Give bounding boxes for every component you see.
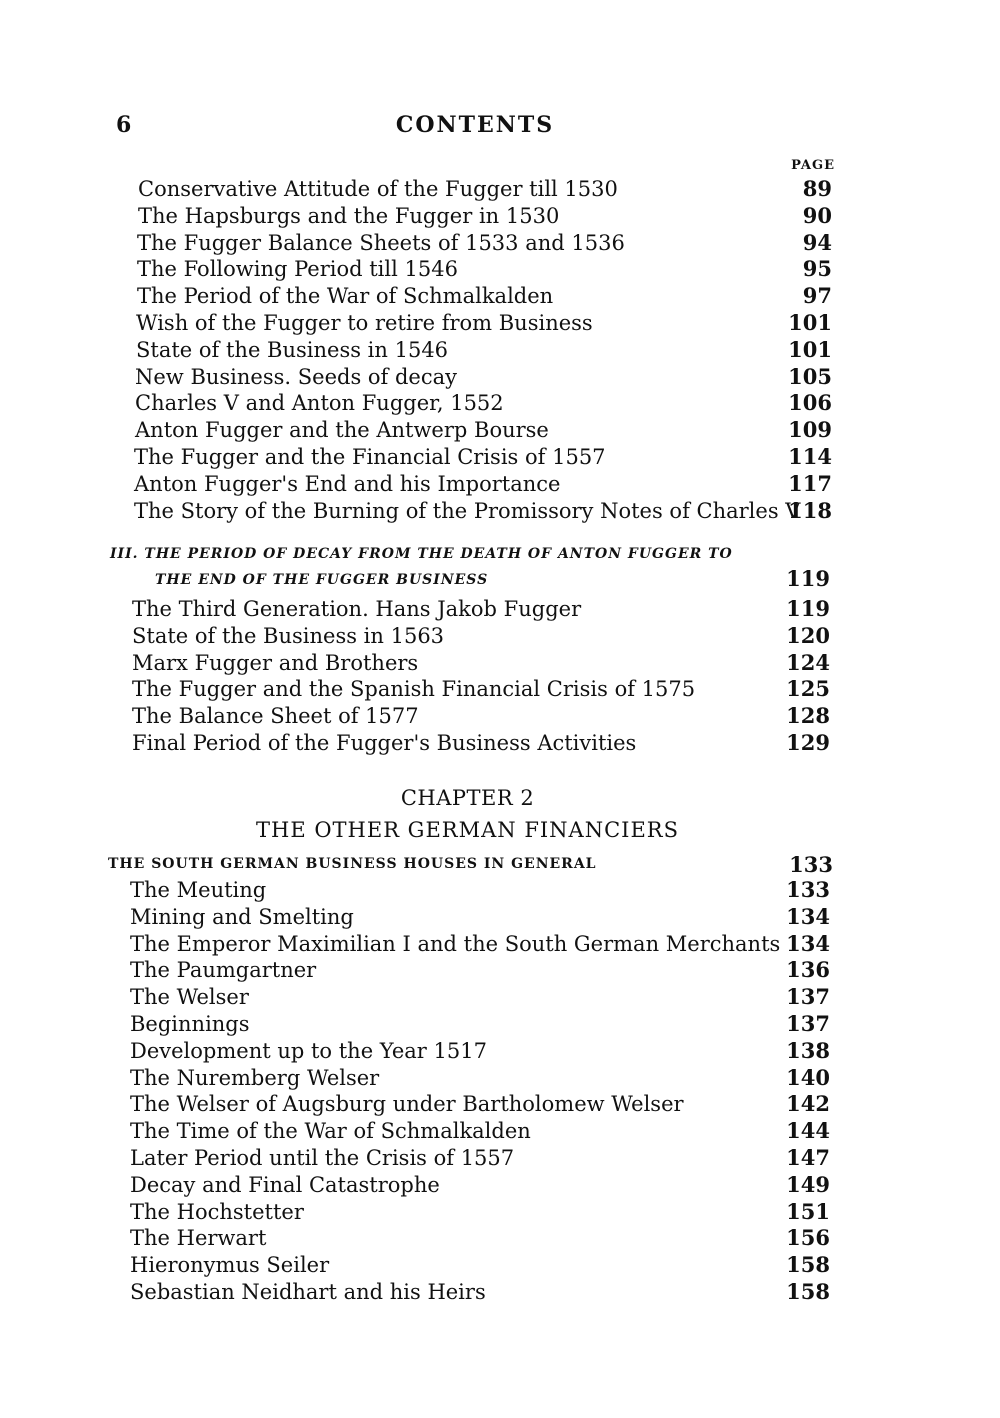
toc-entry-page: 120 [786,622,830,648]
toc-entry[interactable] [0,650,1000,677]
toc-entry-page: 114 [788,443,832,469]
toc-entry-page: 106 [788,390,832,416]
toc-entry-page: 158 [786,1252,830,1278]
toc-entry-title: The Balance Sheet of 1577 [132,704,419,729]
toc-entry[interactable] [0,1038,1000,1065]
toc-entry-page: 134 [786,930,830,956]
toc-entry[interactable] [0,957,1000,984]
toc-entry[interactable] [0,1011,1000,1038]
toc-entry-title: Mining and Smelting [130,904,354,929]
toc-entry-page: 156 [786,1225,830,1251]
toc-entry-title: Decay and Final Catastrophe [130,1172,440,1197]
toc-entry-page: 128 [786,703,830,729]
toc-entry-page: 97 [802,283,832,309]
toc-entry-title: The Fugger and the Spanish Financial Crisis of 1575 [132,677,696,702]
toc-entry-page: 124 [786,649,830,675]
part-three-heading-page: 119 [786,566,830,591]
toc-entry-title: Conservative Attitude of the Fugger till 1530 [138,177,618,201]
toc-entry[interactable] [0,471,1000,498]
toc-entry-page: 118 [788,497,832,523]
toc-entry-title: Beginnings [130,1011,250,1036]
toc-entry[interactable] [0,283,1000,310]
toc-entry[interactable] [0,310,1000,337]
chapter-two-entry-list [0,877,1000,1306]
toc-entry-title: Marx Fugger and Brothers [132,650,419,675]
toc-entry-page: 137 [786,1010,830,1036]
toc-entry[interactable] [0,596,1000,623]
toc-entry[interactable] [0,730,1000,757]
part-three-entry-list [0,596,1000,757]
part-three-heading[interactable] [0,546,1000,594]
part-two-entry-list [0,176,1000,524]
toc-entry-page: 105 [788,363,832,389]
toc-entry-title: State of the Business in 1546 [136,337,449,362]
subheading-title: THE SOUTH GERMAN BUSINESS HOUSES IN GENERAL [108,856,597,872]
toc-entry[interactable] [0,1118,1000,1145]
toc-entry[interactable] [0,931,1000,958]
toc-entry-title: The Hochstetter [130,1199,304,1224]
toc-entry-title: Hieronymus Seiler [130,1253,330,1278]
toc-entry-page: 151 [786,1198,830,1224]
subheading-page: 133 [789,852,833,877]
toc-entry-title: The Nuremberg Welser [130,1065,380,1090]
toc-entry-page: 144 [786,1118,830,1144]
toc-entry-page: 109 [788,417,832,443]
toc-entry-title: Final Period of the Fugger's Business Activities [132,730,637,755]
toc-entry-page: 137 [786,984,830,1010]
chapter-label: CHAPTER 2 [400,786,535,810]
toc-entry[interactable] [0,230,1000,257]
toc-entry-page: 138 [786,1037,830,1063]
toc-entry[interactable] [0,877,1000,904]
toc-entry-title: The Fugger and the Financial Crisis of 1557 [134,444,606,469]
toc-entry-title: The Third Generation. Hans Jakob Fugger [132,597,582,621]
toc-entry[interactable] [0,390,1000,417]
toc-entry-title: State of the Business in 1563 [132,623,445,648]
part-three-heading-line-2: THE END OF THE FUGGER BUSINESS [155,572,489,588]
toc-entry-title: The Welser [130,985,249,1010]
toc-entry[interactable] [0,1065,1000,1092]
toc-entry-title: The Following Period till 1546 [137,257,458,282]
toc-entry-title: The Meuting [130,878,267,902]
toc-entry-page: 158 [786,1278,830,1304]
toc-entry[interactable] [0,904,1000,931]
toc-entry-title: Later Period until the Crisis of 1557 [130,1145,515,1170]
toc-entry-page: 119 [786,596,830,621]
toc-entry[interactable] [0,176,1000,203]
toc-entry-page: 133 [786,877,830,902]
toc-entry-page: 149 [786,1171,830,1197]
toc-entry-title: The Period of the War of Schmalkalden [137,284,554,309]
chapter-title: THE OTHER GERMAN FINANCIERS [256,818,679,842]
toc-entry[interactable] [0,444,1000,471]
toc-entry-page: 117 [788,470,832,496]
toc-entry-page: 142 [786,1091,830,1117]
toc-entry-page: 140 [786,1064,830,1090]
toc-entry-title: The Welser of Augsburg under Bartholomew Welser [130,1092,684,1117]
toc-entry[interactable] [0,703,1000,730]
running-title: CONTENTS [395,112,555,138]
toc-entry-page: 136 [786,957,830,983]
toc-entry-page: 147 [786,1144,830,1170]
toc-entry-page: 101 [788,336,832,362]
toc-entry[interactable] [0,1172,1000,1199]
toc-entry-page: 129 [786,729,830,755]
toc-entry[interactable] [0,1199,1000,1226]
toc-entry-title: The Paumgartner [130,958,317,983]
toc-entry-page: 94 [802,229,832,255]
toc-entry[interactable] [0,337,1000,364]
toc-entry[interactable] [0,498,1000,525]
toc-entry-page: 89 [802,176,832,201]
toc-entry[interactable] [0,1279,1000,1306]
toc-entry[interactable] [0,1091,1000,1118]
toc-entry-title: The Time of the War of Schmalkalden [130,1119,531,1144]
toc-entry[interactable] [0,984,1000,1011]
toc-entry-title: New Business. Seeds of decay [135,364,458,389]
toc-entry[interactable] [0,417,1000,444]
toc-entry-page: 101 [788,309,832,335]
toc-entry[interactable] [0,1145,1000,1172]
toc-entry-title: The Herwart [130,1226,267,1251]
chapter-two-subheading[interactable] [108,852,833,876]
toc-entry-title: The Fugger Balance Sheets of 1533 and 1536 [137,230,625,255]
toc-entry[interactable] [0,1225,1000,1252]
toc-entry-title: Sebastian Neidhart and his Heirs [130,1279,486,1304]
toc-entry[interactable] [0,676,1000,703]
toc-entry-title: Wish of the Fugger to retire from Business [136,310,593,335]
toc-entry-title: The Story of the Burning of the Promissory Notes of Charles V [134,498,801,523]
toc-entry-title: Charles V and Anton Fugger, 1552 [135,391,504,416]
page-column-label: PAGE [791,158,835,173]
toc-entry-page: 90 [802,202,832,228]
toc-entry-title: Anton Fugger's End and his Importance [134,471,561,496]
toc-entry-page: 125 [786,676,830,702]
part-three-heading-line-1: III. THE PERIOD OF DECAY FROM THE DEATH OF ANTON FUGGER TO [110,546,733,562]
toc-entry-page: 134 [786,903,830,929]
toc-entry-title: The Emperor Maximilian I and the South German Merchants [130,931,781,956]
page-number: 6 [116,112,132,138]
toc-entry-title: The Hapsburgs and the Fugger in 1530 [138,203,560,228]
toc-entry[interactable] [0,364,1000,391]
toc-entry[interactable] [0,1252,1000,1279]
toc-entry-page: 95 [802,256,832,282]
toc-entry[interactable] [0,623,1000,650]
toc-entry[interactable] [0,203,1000,230]
toc-entry-title: Development up to the Year 1517 [130,1038,487,1063]
toc-entry[interactable] [0,256,1000,283]
toc-entry-title: Anton Fugger and the Antwerp Bourse [135,418,549,443]
